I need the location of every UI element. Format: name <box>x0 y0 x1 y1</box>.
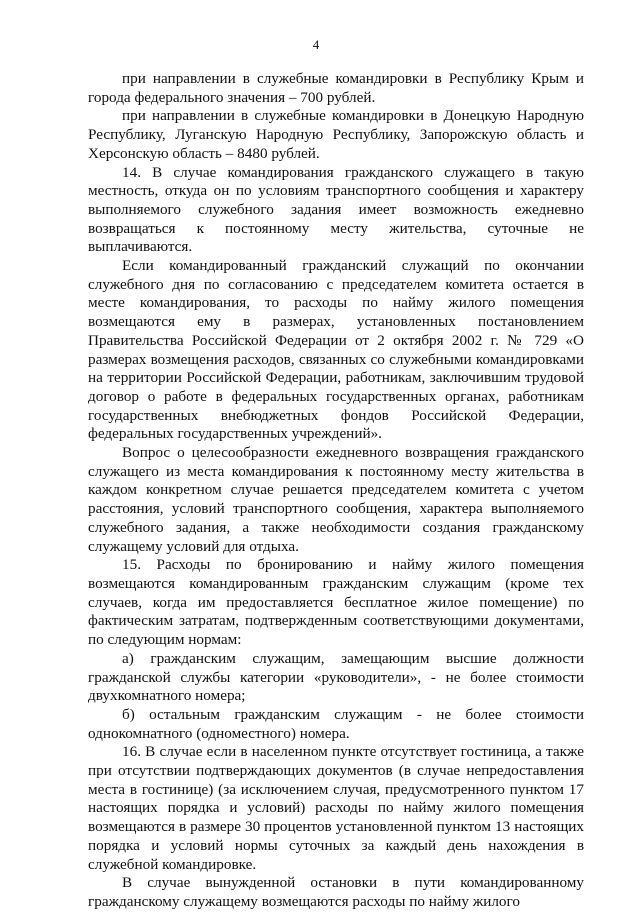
paragraph-crimea-allowance: при направлении в служебные командировки в Республику Крым и города федерального значения – 700 рублей. <box>88 70 584 106</box>
paragraph-forced-stop: В случае вынужденной остановки в пути командированному гражданскому служащему возмещаются расходы по найму жилого <box>88 874 584 910</box>
paragraph-15a-senior-officials: а) гражданским служащим, замещающим высшие должности гражданской службы категории «руководители», - не более стоимости двухкомнатного номера; <box>88 649 584 705</box>
page-number: 4 <box>312 37 320 52</box>
paragraph-return-decision: Вопрос о целесообразности ежедневного возвращения гражданского служащего из места командирования к постоянному месту жительства в каждом конкретном случае решается председателем комитета с учетом расстояния, условий транспортного сообщения, характера выполняемого служебного задания, а также необходимости создания гражданскому служащему условий для отдыха. <box>88 444 584 555</box>
document-body <box>88 70 584 912</box>
paragraph-16-no-hotel: 16. В случае если в населенном пункте отсутствует гостиница, а также при отсутствии подтверждающих документов (в случае непредоставления места в гостинице) (за исключением случая, предусмотренного пунктом 17 настоящих порядка и условий) расходы по найму жилого помещения возмещаются в размере 30 процентов установленной пунктом 13 настоящих порядка и условий нормы суточных за каждый день нахождения в служебной командировке. <box>88 743 584 873</box>
paragraph-housing-reimbursement: Если командированный гражданский служащий по окончании служебного дня по согласованию с председателем комитета остается в месте командирования, то расходы по найму жилого помещения возмещаются ему в размерах, установленных постановлением Правительства Российской Федерации от 2 октября 2002 г. № 729 «О размерах возмещения расходов, связанных со служебными командировками на территории Российской Федерации, работникам, заключившим трудовой договор о работе в федеральных государственных органах, работникам государственных внебюджетных фондов Российской Федерации, федеральных государственных учреждений». <box>88 257 584 443</box>
paragraph-new-regions-allowance: при направлении в служебные командировки в Донецкую Народную Республику, Луганскую Народную Республику, Запорожскую область и Херсонскую область – 8480 рублей. <box>88 107 584 162</box>
paragraph-15-booking-expenses: 15. Расходы по бронированию и найму жилого помещения возмещаются командированным гражданским служащим (кроме тех случаев, когда им предоставляется бесплатное жилое помещение) по фактическим затратам, подтвержденным соответствующими документами, по следующим нормам: <box>88 556 584 649</box>
paragraph-14-daily-return: 14. В случае командирования гражданского служащего в такую местность, откуда он по условиям транспортного сообщения и характеру выполняемого служебного задания имеет возможность ежедневно возвращаться к постоянному месту жительства, суточные не выплачиваются. <box>88 163 584 256</box>
paragraph-15b-other-officials: б) остальным гражданским служащим - не более стоимости однокомнатного (одноместного) номера. <box>88 705 584 742</box>
